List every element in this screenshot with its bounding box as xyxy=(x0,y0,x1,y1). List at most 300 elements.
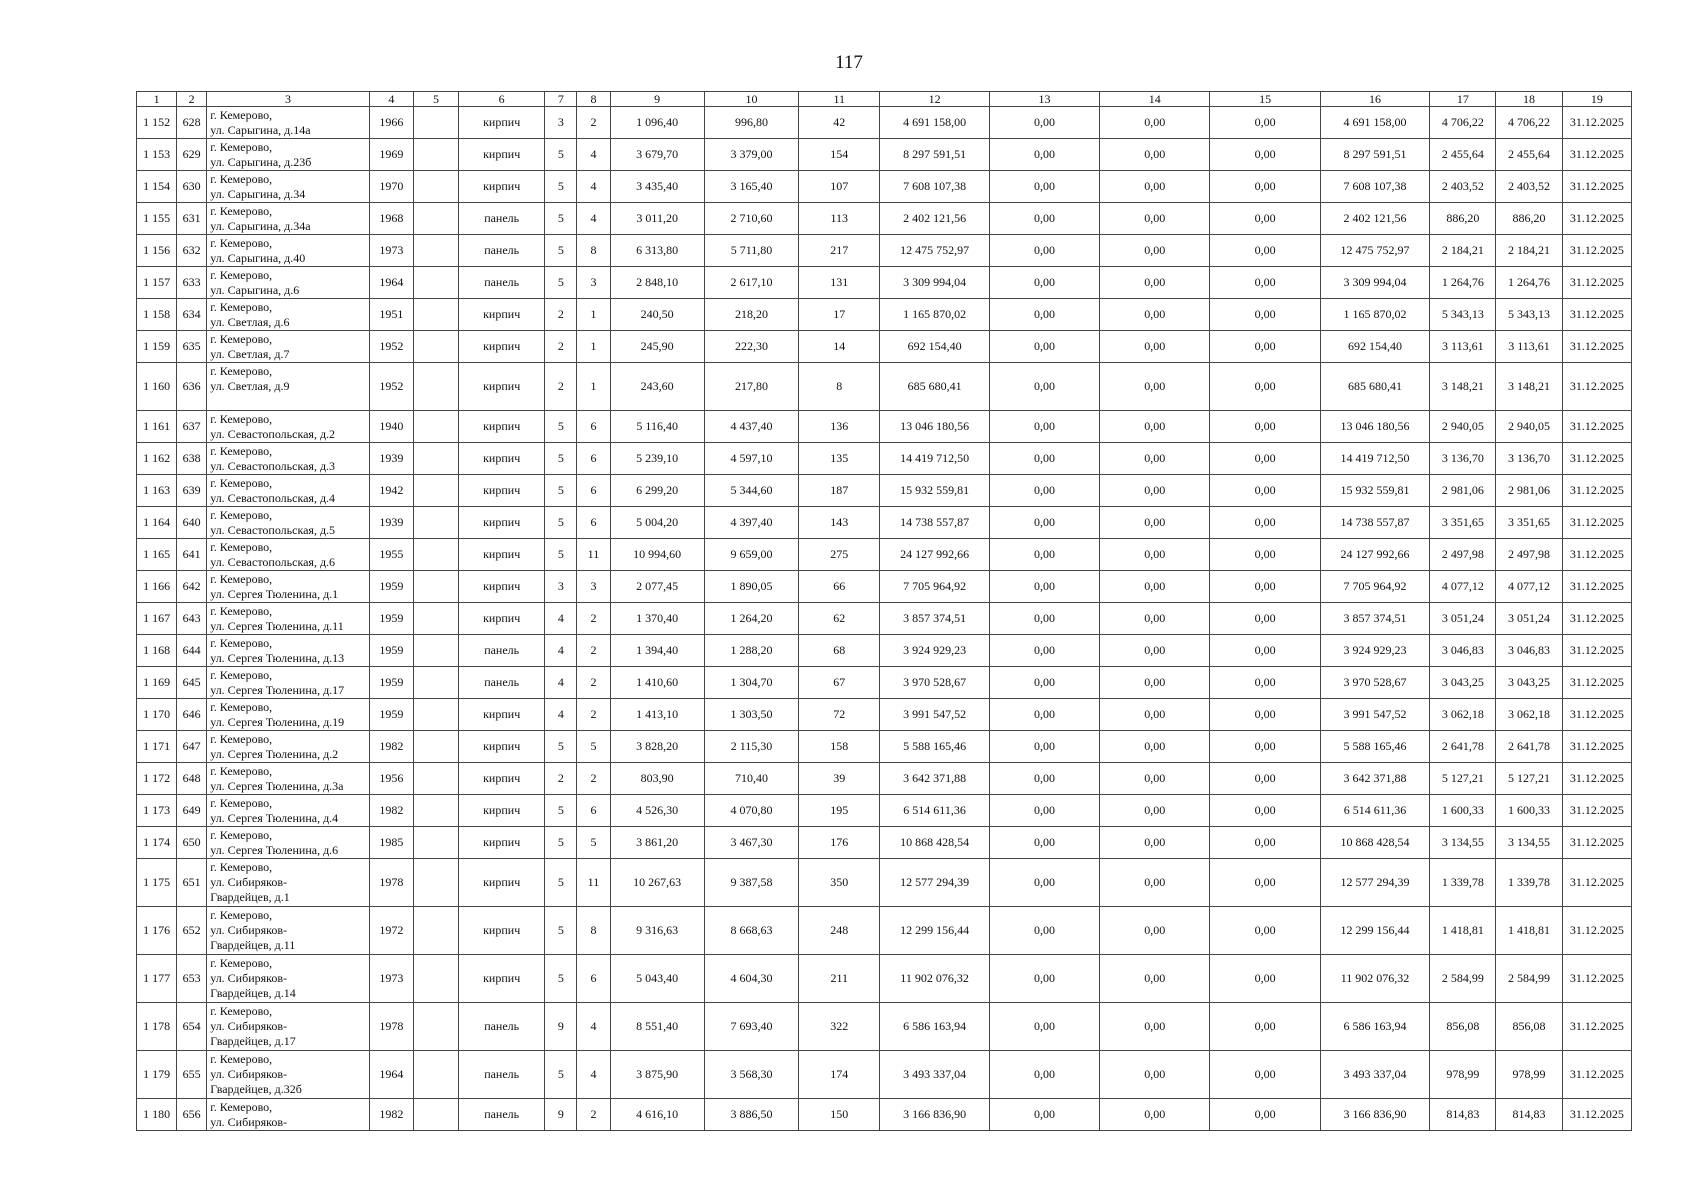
amount-cell: 0,00 xyxy=(1100,699,1210,731)
empty-cell xyxy=(413,859,458,907)
total-area-cell: 245,90 xyxy=(610,331,704,363)
address-line: г. Кемерово, xyxy=(210,299,273,314)
row-number-cell: 1 169 xyxy=(137,667,177,699)
residents-cell: 195 xyxy=(799,795,880,827)
deadline-cell: 31.12.2025 xyxy=(1562,603,1631,635)
address-line: ул. Сибиряков- xyxy=(210,923,288,937)
column-header: 18 xyxy=(1496,92,1562,107)
cost-cell: 3 991 547,52 xyxy=(880,699,989,731)
empty-cell xyxy=(413,267,458,299)
unit-cost-cell: 2 403,52 xyxy=(1430,171,1496,203)
unit-cost-cell: 3 043,25 xyxy=(1430,667,1496,699)
material-cell: кирпич xyxy=(459,411,545,443)
table-row xyxy=(137,571,1632,603)
amount-cell: 0,00 xyxy=(1210,539,1320,571)
amount-cell: 0,00 xyxy=(1100,1099,1210,1131)
amount-cell: 0,00 xyxy=(1100,203,1210,235)
amount-cell: 0,00 xyxy=(1100,443,1210,475)
total-area-cell: 1 370,40 xyxy=(610,603,704,635)
total-area-cell: 240,50 xyxy=(610,299,704,331)
entrances-cell: 5 xyxy=(577,731,610,763)
row-number-cell: 1 155 xyxy=(137,203,177,235)
residents-cell: 136 xyxy=(799,411,880,443)
floors-cell: 5 xyxy=(545,171,577,203)
empty-cell xyxy=(413,507,458,539)
deadline-cell: 31.12.2025 xyxy=(1562,827,1631,859)
empty-cell xyxy=(413,603,458,635)
empty-cell xyxy=(413,907,458,955)
total-area-cell: 5 043,40 xyxy=(610,955,704,1003)
entrances-cell: 1 xyxy=(577,363,610,411)
year-cell: 1970 xyxy=(369,171,413,203)
entrances-cell: 2 xyxy=(577,1099,610,1131)
total-area-cell: 803,90 xyxy=(610,763,704,795)
year-cell: 1964 xyxy=(369,1051,413,1099)
floors-cell: 2 xyxy=(545,299,577,331)
address-cell xyxy=(207,267,370,299)
residents-cell: 158 xyxy=(799,731,880,763)
total-cost-cell: 12 475 752,97 xyxy=(1320,235,1429,267)
living-area-cell: 1 304,70 xyxy=(704,667,798,699)
empty-cell xyxy=(413,955,458,1003)
limit-cost-cell: 2 497,98 xyxy=(1496,539,1562,571)
total-cost-cell: 3 166 836,90 xyxy=(1320,1099,1429,1131)
entrances-cell: 4 xyxy=(577,1003,610,1051)
address-cell xyxy=(207,203,370,235)
living-area-cell: 1 303,50 xyxy=(704,699,798,731)
deadline-cell: 31.12.2025 xyxy=(1562,859,1631,907)
row-number-cell: 1 170 xyxy=(137,699,177,731)
row-number-cell: 1 157 xyxy=(137,267,177,299)
address-line xyxy=(210,394,367,409)
amount-cell: 0,00 xyxy=(989,267,1099,299)
address-line: г. Кемерово, xyxy=(210,908,273,922)
residents-cell: 131 xyxy=(799,267,880,299)
amount-cell: 0,00 xyxy=(1210,859,1320,907)
object-id-cell: 645 xyxy=(177,667,207,699)
material-cell: кирпич xyxy=(459,955,545,1003)
address-line: ул. Сергея Тюленина, д.6 xyxy=(210,842,339,857)
address-line: ул. Сибиряков- xyxy=(210,1067,288,1081)
object-id-cell: 636 xyxy=(177,363,207,411)
table-row xyxy=(137,235,1632,267)
living-area-cell: 996,80 xyxy=(704,107,798,139)
total-area-cell: 6 313,80 xyxy=(610,235,704,267)
deadline-cell: 31.12.2025 xyxy=(1562,907,1631,955)
address-line: Гвардейцев, д.32б xyxy=(210,1082,302,1096)
year-cell: 1978 xyxy=(369,1003,413,1051)
total-area-cell: 4 526,30 xyxy=(610,795,704,827)
total-cost-cell: 3 642 371,88 xyxy=(1320,763,1429,795)
row-number-cell: 1 179 xyxy=(137,1051,177,1099)
living-area-cell: 4 437,40 xyxy=(704,411,798,443)
floors-cell: 3 xyxy=(545,107,577,139)
amount-cell: 0,00 xyxy=(1210,1003,1320,1051)
year-cell: 1969 xyxy=(369,139,413,171)
address-line: г. Кемерово, xyxy=(210,699,273,714)
deadline-cell: 31.12.2025 xyxy=(1562,955,1631,1003)
object-id-cell: 656 xyxy=(177,1099,207,1131)
limit-cost-cell: 2 403,52 xyxy=(1496,171,1562,203)
address-line: ул. Сергея Тюленина, д.11 xyxy=(210,618,344,633)
object-id-cell: 646 xyxy=(177,699,207,731)
deadline-cell: 31.12.2025 xyxy=(1562,267,1631,299)
object-id-cell: 650 xyxy=(177,827,207,859)
amount-cell: 0,00 xyxy=(1210,795,1320,827)
year-cell: 1966 xyxy=(369,107,413,139)
amount-cell: 0,00 xyxy=(1210,763,1320,795)
residents-cell: 42 xyxy=(799,107,880,139)
amount-cell: 0,00 xyxy=(1100,1051,1210,1099)
total-cost-cell: 3 493 337,04 xyxy=(1320,1051,1429,1099)
address-cell xyxy=(207,235,370,267)
limit-cost-cell: 1 264,76 xyxy=(1496,267,1562,299)
address-line: г. Кемерово, xyxy=(210,171,273,186)
address-cell xyxy=(207,139,370,171)
residents-cell: 187 xyxy=(799,475,880,507)
year-cell: 1939 xyxy=(369,507,413,539)
column-header: 2 xyxy=(177,92,207,107)
object-id-cell: 629 xyxy=(177,139,207,171)
total-area-cell: 3 679,70 xyxy=(610,139,704,171)
material-cell: кирпич xyxy=(459,827,545,859)
unit-cost-cell: 5 343,13 xyxy=(1430,299,1496,331)
row-number-cell: 1 172 xyxy=(137,763,177,795)
living-area-cell: 1 890,05 xyxy=(704,571,798,603)
address-cell xyxy=(207,363,370,411)
limit-cost-cell: 1 600,33 xyxy=(1496,795,1562,827)
deadline-cell: 31.12.2025 xyxy=(1562,411,1631,443)
limit-cost-cell: 3 051,24 xyxy=(1496,603,1562,635)
row-number-cell: 1 166 xyxy=(137,571,177,603)
floors-cell: 5 xyxy=(545,235,577,267)
year-cell: 1952 xyxy=(369,363,413,411)
address-cell xyxy=(207,1099,370,1131)
address-line: ул. Сибиряков- xyxy=(210,875,288,889)
total-cost-cell: 1 165 870,02 xyxy=(1320,299,1429,331)
entrances-cell: 2 xyxy=(577,763,610,795)
cost-cell: 692 154,40 xyxy=(880,331,989,363)
living-area-cell: 710,40 xyxy=(704,763,798,795)
address-cell xyxy=(207,763,370,795)
deadline-cell: 31.12.2025 xyxy=(1562,795,1631,827)
amount-cell: 0,00 xyxy=(1210,475,1320,507)
limit-cost-cell: 5 127,21 xyxy=(1496,763,1562,795)
row-number-cell: 1 158 xyxy=(137,299,177,331)
limit-cost-cell: 3 148,21 xyxy=(1496,363,1562,411)
limit-cost-cell: 3 351,65 xyxy=(1496,507,1562,539)
object-id-cell: 647 xyxy=(177,731,207,763)
floors-cell: 4 xyxy=(545,667,577,699)
table-row xyxy=(137,603,1632,635)
amount-cell: 0,00 xyxy=(1210,203,1320,235)
column-header: 9 xyxy=(610,92,704,107)
deadline-cell: 31.12.2025 xyxy=(1562,363,1631,411)
amount-cell: 0,00 xyxy=(989,955,1099,1003)
cost-cell: 5 588 165,46 xyxy=(880,731,989,763)
entrances-cell: 6 xyxy=(577,795,610,827)
cost-cell: 7 608 107,38 xyxy=(880,171,989,203)
residents-cell: 39 xyxy=(799,763,880,795)
year-cell: 1982 xyxy=(369,731,413,763)
address-line: г. Кемерово, xyxy=(210,1004,273,1018)
entrances-cell: 11 xyxy=(577,859,610,907)
amount-cell: 0,00 xyxy=(1210,107,1320,139)
total-area-cell: 6 299,20 xyxy=(610,475,704,507)
total-cost-cell: 12 577 294,39 xyxy=(1320,859,1429,907)
total-cost-cell: 11 902 076,32 xyxy=(1320,955,1429,1003)
total-area-cell: 2 077,45 xyxy=(610,571,704,603)
entrances-cell: 8 xyxy=(577,907,610,955)
address-line: ул. Сергея Тюленина, д.17 xyxy=(210,682,345,697)
floors-cell: 5 xyxy=(545,475,577,507)
residents-cell: 275 xyxy=(799,539,880,571)
material-cell: панель xyxy=(459,267,545,299)
total-area-cell: 5 004,20 xyxy=(610,507,704,539)
cost-cell: 3 924 929,23 xyxy=(880,635,989,667)
table-row xyxy=(137,171,1632,203)
total-area-cell: 1 096,40 xyxy=(610,107,704,139)
year-cell: 1982 xyxy=(369,1099,413,1131)
amount-cell: 0,00 xyxy=(1100,475,1210,507)
address-line: ул. Сергея Тюленина, д.2 xyxy=(210,746,339,761)
amount-cell: 0,00 xyxy=(1100,667,1210,699)
floors-cell: 3 xyxy=(545,571,577,603)
amount-cell: 0,00 xyxy=(1100,763,1210,795)
amount-cell: 0,00 xyxy=(989,907,1099,955)
empty-cell xyxy=(413,331,458,363)
amount-cell: 0,00 xyxy=(989,331,1099,363)
amount-cell: 0,00 xyxy=(1100,603,1210,635)
total-cost-cell: 15 932 559,81 xyxy=(1320,475,1429,507)
column-header: 14 xyxy=(1100,92,1210,107)
residents-cell: 107 xyxy=(799,171,880,203)
address-line: ул. Севастопольская, д.2 xyxy=(210,426,336,441)
material-cell: панель xyxy=(459,667,545,699)
total-area-cell: 2 848,10 xyxy=(610,267,704,299)
entrances-cell: 2 xyxy=(577,699,610,731)
material-cell: кирпич xyxy=(459,731,545,763)
row-number-cell: 1 152 xyxy=(137,107,177,139)
address-cell xyxy=(207,107,370,139)
object-id-cell: 638 xyxy=(177,443,207,475)
unit-cost-cell: 5 127,21 xyxy=(1430,763,1496,795)
table-row xyxy=(137,475,1632,507)
amount-cell: 0,00 xyxy=(1100,171,1210,203)
deadline-cell: 31.12.2025 xyxy=(1562,203,1631,235)
material-cell: панель xyxy=(459,203,545,235)
total-cost-cell: 12 299 156,44 xyxy=(1320,907,1429,955)
floors-cell: 5 xyxy=(545,411,577,443)
entrances-cell: 4 xyxy=(577,1051,610,1099)
floors-cell: 5 xyxy=(545,955,577,1003)
object-id-cell: 637 xyxy=(177,411,207,443)
entrances-cell: 1 xyxy=(577,299,610,331)
total-cost-cell: 3 309 994,04 xyxy=(1320,267,1429,299)
address-line: г. Кемерово, xyxy=(210,827,273,842)
year-cell: 1952 xyxy=(369,331,413,363)
table-row xyxy=(137,539,1632,571)
year-cell: 1951 xyxy=(369,299,413,331)
living-area-cell: 2 115,30 xyxy=(704,731,798,763)
address-line: ул. Сарыгина, д.34а xyxy=(210,218,311,233)
cost-cell: 685 680,41 xyxy=(880,363,989,411)
amount-cell: 0,00 xyxy=(989,539,1099,571)
living-area-cell: 3 886,50 xyxy=(704,1099,798,1131)
amount-cell: 0,00 xyxy=(1210,1051,1320,1099)
table-row xyxy=(137,267,1632,299)
address-cell xyxy=(207,795,370,827)
total-cost-cell: 10 868 428,54 xyxy=(1320,827,1429,859)
object-id-cell: 633 xyxy=(177,267,207,299)
cost-cell: 6 514 611,36 xyxy=(880,795,989,827)
row-number-cell: 1 174 xyxy=(137,827,177,859)
empty-cell xyxy=(413,539,458,571)
limit-cost-cell: 1 418,81 xyxy=(1496,907,1562,955)
material-cell: панель xyxy=(459,1051,545,1099)
limit-cost-cell: 2 455,64 xyxy=(1496,139,1562,171)
floors-cell: 5 xyxy=(545,827,577,859)
living-area-cell: 5 711,80 xyxy=(704,235,798,267)
year-cell: 1959 xyxy=(369,635,413,667)
floors-cell: 4 xyxy=(545,635,577,667)
material-cell: кирпич xyxy=(459,363,545,411)
header-row xyxy=(137,92,1632,107)
unit-cost-cell: 2 584,99 xyxy=(1430,955,1496,1003)
amount-cell: 0,00 xyxy=(1210,731,1320,763)
cost-cell: 7 705 964,92 xyxy=(880,571,989,603)
floors-cell: 4 xyxy=(545,699,577,731)
amount-cell: 0,00 xyxy=(989,731,1099,763)
column-header: 12 xyxy=(880,92,989,107)
entrances-cell: 4 xyxy=(577,203,610,235)
total-cost-cell: 692 154,40 xyxy=(1320,331,1429,363)
object-id-cell: 642 xyxy=(177,571,207,603)
empty-cell xyxy=(413,1051,458,1099)
deadline-cell: 31.12.2025 xyxy=(1562,1003,1631,1051)
total-cost-cell: 6 514 611,36 xyxy=(1320,795,1429,827)
address-line: ул. Сибиряков- xyxy=(210,971,288,985)
empty-cell xyxy=(413,571,458,603)
address-line: г. Кемерово, xyxy=(210,571,273,586)
total-area-cell: 5 239,10 xyxy=(610,443,704,475)
floors-cell: 5 xyxy=(545,139,577,171)
entrances-cell: 2 xyxy=(577,603,610,635)
material-cell: кирпич xyxy=(459,763,545,795)
amount-cell: 0,00 xyxy=(1210,411,1320,443)
cost-cell: 24 127 992,66 xyxy=(880,539,989,571)
amount-cell: 0,00 xyxy=(1100,827,1210,859)
column-header: 3 xyxy=(207,92,370,107)
object-id-cell: 635 xyxy=(177,331,207,363)
empty-cell xyxy=(413,1003,458,1051)
entrances-cell: 2 xyxy=(577,667,610,699)
total-area-cell: 8 551,40 xyxy=(610,1003,704,1051)
amount-cell: 0,00 xyxy=(1100,411,1210,443)
address-cell xyxy=(207,907,370,955)
floors-cell: 5 xyxy=(545,1051,577,1099)
cost-cell: 2 402 121,56 xyxy=(880,203,989,235)
column-header: 8 xyxy=(577,92,610,107)
empty-cell xyxy=(413,443,458,475)
residents-cell: 154 xyxy=(799,139,880,171)
total-area-cell: 10 994,60 xyxy=(610,539,704,571)
amount-cell: 0,00 xyxy=(1100,363,1210,411)
address-cell xyxy=(207,1051,370,1099)
amount-cell: 0,00 xyxy=(989,139,1099,171)
address-line: ул. Сарыгина, д.40 xyxy=(210,250,306,265)
total-cost-cell: 685 680,41 xyxy=(1320,363,1429,411)
living-area-cell: 3 379,00 xyxy=(704,139,798,171)
limit-cost-cell: 3 136,70 xyxy=(1496,443,1562,475)
amount-cell: 0,00 xyxy=(1100,235,1210,267)
year-cell: 1978 xyxy=(369,859,413,907)
limit-cost-cell: 3 062,18 xyxy=(1496,699,1562,731)
amount-cell: 0,00 xyxy=(1210,171,1320,203)
total-area-cell: 3 875,90 xyxy=(610,1051,704,1099)
amount-cell: 0,00 xyxy=(1210,299,1320,331)
residents-cell: 67 xyxy=(799,667,880,699)
object-id-cell: 649 xyxy=(177,795,207,827)
floors-cell: 5 xyxy=(545,859,577,907)
entrances-cell: 6 xyxy=(577,507,610,539)
total-cost-cell: 5 588 165,46 xyxy=(1320,731,1429,763)
object-id-cell: 653 xyxy=(177,955,207,1003)
floors-cell: 5 xyxy=(545,443,577,475)
address-line: г. Кемерово, xyxy=(210,139,273,154)
object-id-cell: 654 xyxy=(177,1003,207,1051)
table-row xyxy=(137,763,1632,795)
living-area-cell: 1 288,20 xyxy=(704,635,798,667)
total-area-cell: 1 413,10 xyxy=(610,699,704,731)
year-cell: 1959 xyxy=(369,667,413,699)
living-area-cell: 7 693,40 xyxy=(704,1003,798,1051)
table-row xyxy=(137,731,1632,763)
year-cell: 1968 xyxy=(369,203,413,235)
unit-cost-cell: 3 351,65 xyxy=(1430,507,1496,539)
empty-cell xyxy=(413,667,458,699)
address-line: г. Кемерово, xyxy=(210,331,273,346)
column-header: 5 xyxy=(413,92,458,107)
address-line: ул. Сарыгина, д.6 xyxy=(210,282,300,297)
table-row xyxy=(137,331,1632,363)
living-area-cell: 3 165,40 xyxy=(704,171,798,203)
unit-cost-cell: 856,08 xyxy=(1430,1003,1496,1051)
address-line: ул. Сибиряков- xyxy=(210,1114,288,1129)
entrances-cell: 2 xyxy=(577,107,610,139)
living-area-cell: 2 617,10 xyxy=(704,267,798,299)
address-line: ул. Светлая, д.6 xyxy=(210,314,290,329)
address-cell xyxy=(207,955,370,1003)
address-line: ул. Севастопольская, д.4 xyxy=(210,490,336,505)
object-id-cell: 628 xyxy=(177,107,207,139)
residents-cell: 17 xyxy=(799,299,880,331)
living-area-cell: 217,80 xyxy=(704,363,798,411)
cost-cell: 3 970 528,67 xyxy=(880,667,989,699)
deadline-cell: 31.12.2025 xyxy=(1562,171,1631,203)
deadline-cell: 31.12.2025 xyxy=(1562,139,1631,171)
row-number-cell: 1 153 xyxy=(137,139,177,171)
address-line: ул. Севастопольская, д.6 xyxy=(210,554,336,569)
year-cell: 1972 xyxy=(369,907,413,955)
table-row xyxy=(137,1099,1632,1131)
material-cell: кирпич xyxy=(459,331,545,363)
entrances-cell: 1 xyxy=(577,331,610,363)
residents-cell: 350 xyxy=(799,859,880,907)
address-line: г. Кемерово, xyxy=(210,795,273,810)
entrances-cell: 6 xyxy=(577,443,610,475)
residents-cell: 135 xyxy=(799,443,880,475)
